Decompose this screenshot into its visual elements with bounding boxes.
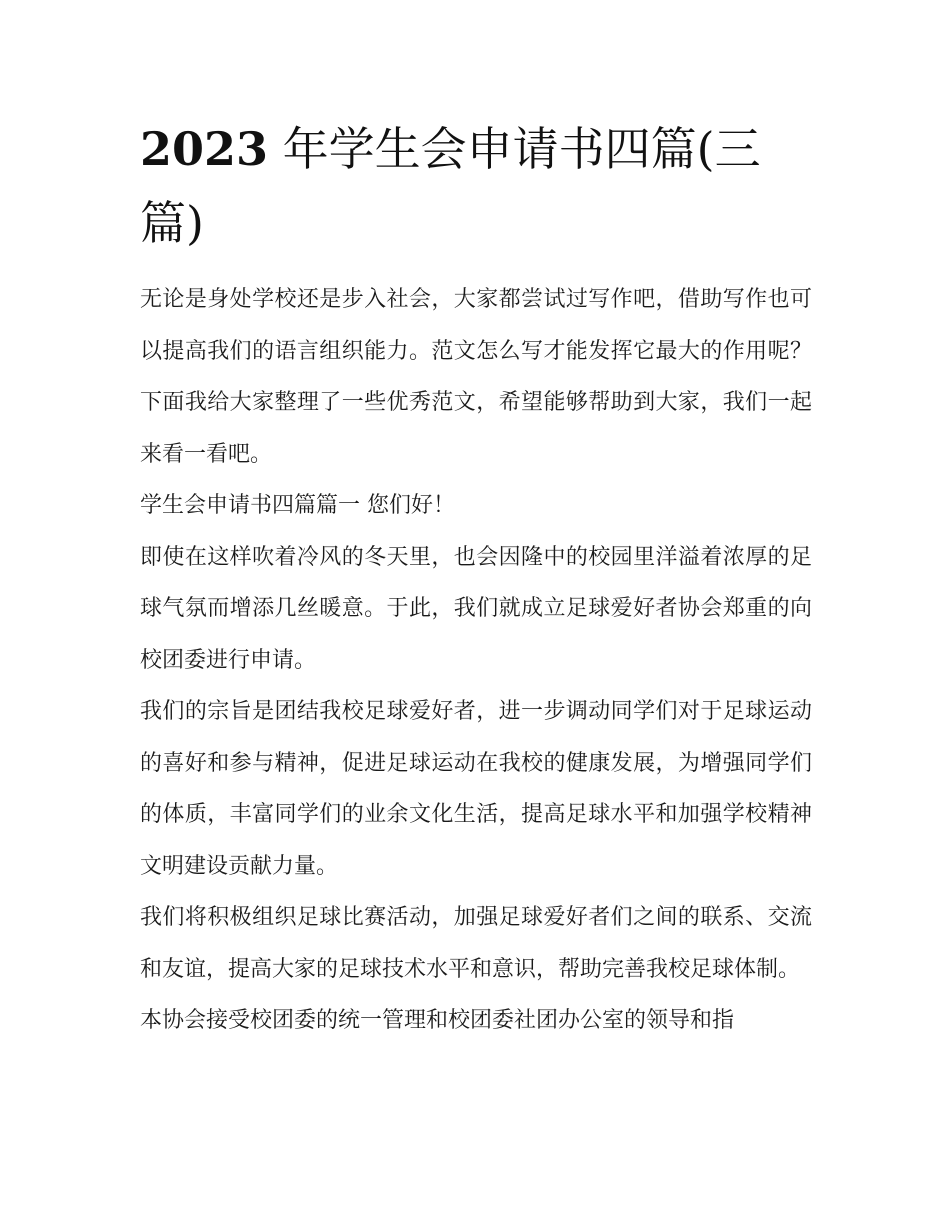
paragraph-5: 本协会接受校团委的统一管理和校团委社团办公室的领导和指 [140,1008,735,1033]
paragraph-2: 即使在这样吹着冷风的冬天里，也会因隆中的校园里洋溢着浓厚的足球气氛而增添几丝暖意。于此，我们就成立足球爱好者协会郑重的向校团委进行申请。 [140,544,812,673]
paragraph-heading: 学生会申请书四篇篇一 您们好！ [140,493,455,518]
title-text: 年学生会申请书四篇(三篇) [140,122,761,250]
paragraph-3: 我们的宗旨是团结我校足球爱好者，进一步调动同学们对于足球运动的喜好和参与精神，促进足球运动在我校的健康发展，为增强同学们的体质，丰富同学们的业余文化生活，提高足球水平和加强学校精神文明建设贡献力量。 [140,699,812,879]
title-year: 2023 [140,122,269,176]
document-title [140,112,820,260]
document-body [140,274,812,1047]
paragraph-4: 我们将积极组织足球比赛活动，加强足球爱好者们之间的联系、交流和友谊，提高大家的足球技术水平和意识，帮助完善我校足球体制。 [140,905,812,982]
paragraph-intro: 无论是身处学校还是步入社会，大家都尝试过写作吧，借助写作也可以提高我们的语言组织能力。范文怎么写才能发挥它最大的作用呢？下面我给大家整理了一些优秀范文，希望能够帮助到大家，我们一起来看一看吧。 [140,287,812,467]
